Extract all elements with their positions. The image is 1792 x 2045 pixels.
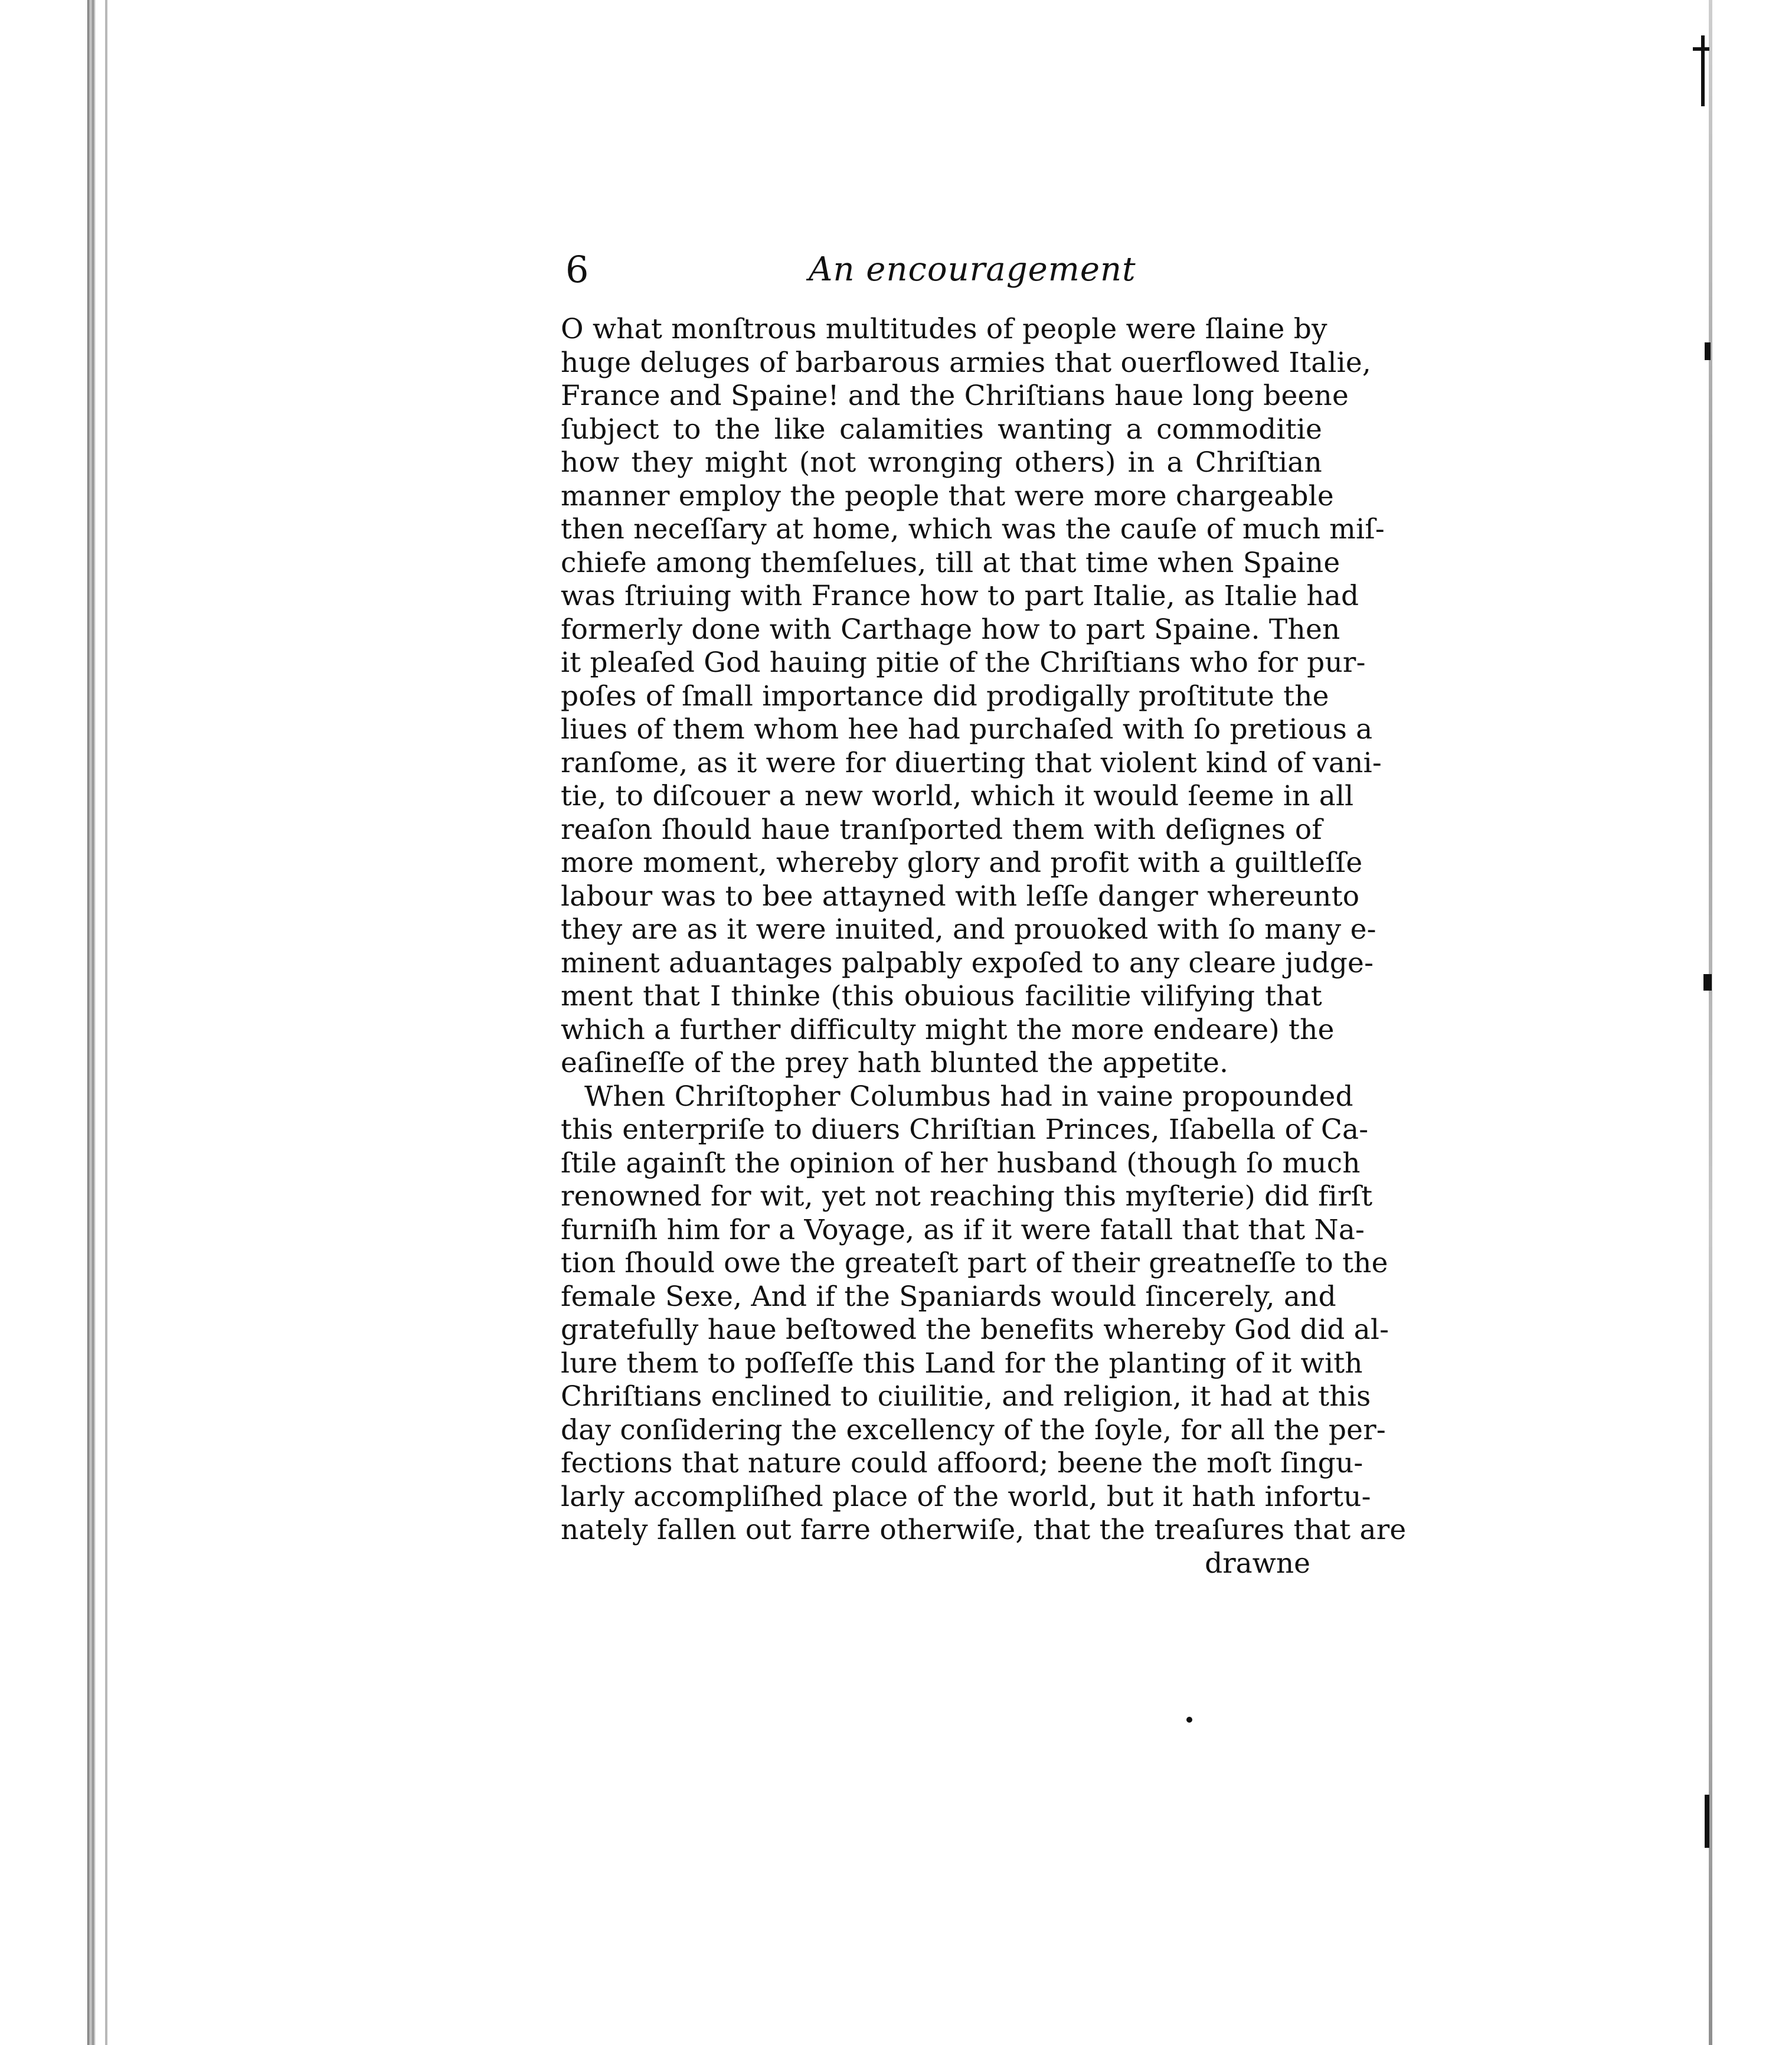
scan-left-edge-line bbox=[105, 0, 107, 2045]
text-line: which a further difficulty might the more endeare) the bbox=[561, 1013, 1335, 1046]
text-line: huge deluges of barbarous armies that ouerflowed Italie, bbox=[561, 346, 1372, 379]
text-line: lure them to poſſeſſe this Land for the planting of it with bbox=[561, 1347, 1363, 1380]
text-line: poſes of ſmall importance did prodigally proſtitute the bbox=[561, 680, 1329, 713]
text-line: minent aduantages palpably expoſed to any cleare judge- bbox=[561, 946, 1374, 979]
text-line: tie, to diſcouer a new world, which it would ſeeme in all bbox=[561, 780, 1354, 812]
text-line: liues of them whom hee had purchaſed with ſo pretious a bbox=[561, 713, 1373, 746]
paragraph-2 bbox=[561, 1080, 1407, 1547]
text-line: they are as it were inuited, and prouoked with ſo many e- bbox=[561, 913, 1376, 946]
text-line: Chriſtians enclined to ciuilitie, and religion, it had at this bbox=[561, 1380, 1371, 1413]
text-line: ſubject to the like calamities wanting a commoditie bbox=[561, 413, 1322, 446]
scan-right-edge bbox=[1709, 0, 1712, 2045]
page-number: 6 bbox=[565, 248, 589, 291]
text-line: formerly done with Carthage how to part Spaine. Then bbox=[561, 613, 1340, 646]
text-line: fections that nature could affoord; beene the moſt ſingu- bbox=[561, 1447, 1363, 1479]
book-page bbox=[561, 248, 1407, 1580]
text-line: ſtile againſt the opinion of her husband (though ſo much bbox=[561, 1146, 1361, 1180]
text-line: larly accompliſhed place of the world, but it hath infortu- bbox=[561, 1480, 1371, 1513]
text-line: ment that I thinke (this obuious facilitie vilifying that bbox=[561, 980, 1322, 1012]
scan-mark bbox=[1705, 342, 1711, 360]
scan-mark bbox=[1703, 974, 1712, 991]
text-line: labour was to bee attayned with leſſe danger whereunto bbox=[561, 880, 1360, 913]
scan-speck bbox=[1186, 1717, 1192, 1723]
text-line: manner employ the people that were more chargeable bbox=[561, 479, 1334, 512]
text-line: was ſtriuing with France how to part Italie, as Italie had bbox=[561, 580, 1359, 612]
text-line: this enterpriſe to diuers Chriſtian Princes, Iſabella of Ca- bbox=[561, 1113, 1369, 1146]
running-title: An encouragement bbox=[809, 250, 1136, 289]
text-line: ranſome, as it were for diuerting that violent kind of vani- bbox=[561, 746, 1382, 779]
text-line: how they might (not wronging others) in a Chriſtian bbox=[561, 446, 1322, 479]
text-line: day conſidering the excellency of the ſoyle, for all the per- bbox=[561, 1413, 1386, 1446]
text-line: tion ſhould owe the greateſt part of their greatneſſe to the bbox=[561, 1247, 1388, 1279]
text-line: O what monſtrous multitudes of people were ſlaine by bbox=[561, 313, 1327, 345]
text-line: eaſineſſe of the prey hath blunted the appetite. bbox=[561, 1047, 1229, 1079]
scan-mark bbox=[1701, 35, 1705, 106]
text-line: reaſon ſhould haue tranſported them with deſignes of bbox=[561, 813, 1322, 846]
catchword: drawne bbox=[1205, 1547, 1310, 1580]
text-line: more moment, whereby glory and profit with a guiltleſſe bbox=[561, 847, 1363, 879]
text-line: furniſh him for a Voyage, as if it were fatall that that Na- bbox=[561, 1213, 1365, 1246]
text-line: female Sexe, And if the Spaniards would ſincerely, and bbox=[561, 1280, 1336, 1313]
text-line: it pleaſed God hauing pitie of the Chriſtians who for pur- bbox=[561, 646, 1366, 679]
text-line: When Chriſtopher Columbus had in vaine propounded bbox=[584, 1080, 1353, 1113]
text-line: chiefe among themſelues, till at that time when Spaine bbox=[561, 546, 1340, 579]
scan-mark bbox=[1705, 1795, 1709, 1848]
running-head bbox=[561, 248, 1322, 313]
paragraph-1 bbox=[561, 313, 1385, 1080]
text-line: nately fallen out farre otherwiſe, that the treaſures that are bbox=[561, 1514, 1407, 1546]
scan-left-edge bbox=[87, 0, 96, 2045]
text-line: then neceſſary at home, which was the cauſe of much miſ- bbox=[561, 513, 1385, 545]
text-line: France and Spaine! and the Chriſtians haue long beene bbox=[561, 380, 1349, 412]
text-line: renowned for wit, yet not reaching this myſterie) did firſt bbox=[561, 1180, 1373, 1213]
text-line: gratefully haue beſtowed the benefits whereby God did al- bbox=[561, 1314, 1389, 1346]
